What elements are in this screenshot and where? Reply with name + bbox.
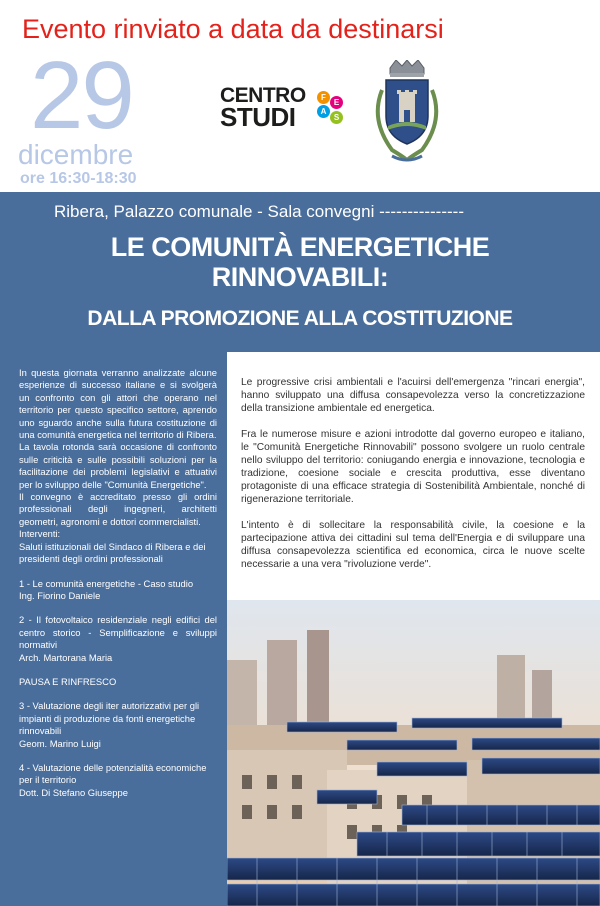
event-location: Ribera, Palazzo comunale - Sala convegni --------------- xyxy=(54,202,464,221)
municipal-crest-icon xyxy=(362,60,452,170)
greetings: Saluti istituzionali del Sindaco di Ribera e dei presidenti degli ordini professionali xyxy=(19,540,206,565)
accreditation-paragraph: Il convegno è accreditato presso gli ordini professionali degli ingegneri, architetti geometri, agronomi e dottori commercialisti. xyxy=(19,491,217,527)
intro-paragraph: In questa giornata verranno analizzate alcune esperienze di successo italiane e si svolgerà un confronto con gli attori che operano nel territorio per questo specifico settore, aprendo uno sguardo anche sulla futura costituzione di una comunità energetica nel territorio di Ribera. xyxy=(19,367,217,441)
logo-petal-a: A xyxy=(317,105,330,118)
logo-petal-e: E xyxy=(330,96,343,109)
event-day: 29 xyxy=(30,42,133,149)
talk-3-title: 3 - Valutazione degli iter autorizzativi per gli impianti di produzione da fonti energetiche rinnovabili xyxy=(19,700,200,737)
talk-4-speaker: Dott. Di Stefano Giuseppe xyxy=(19,786,128,798)
talk-1-title: 1 - Le comunità energetiche - Caso studio xyxy=(19,577,194,589)
logo-petal-f: F xyxy=(317,91,330,104)
description-paragraph-3: L'intento è di sollecitare la responsabilità civile, la coesione e la partecipazione attiva dei cittadini sul tema dell'Energia e di sviluppare una diffusa consapevolezza scientifica ed economica, circa le nuove scelte necessarie a una vera "rivoluzione verde". xyxy=(241,520,585,570)
event-title-line1: LE COMUNITÀ ENERGETICHE xyxy=(110,232,490,262)
event-subtitle: DALLA PROMOZIONE ALLA COSTITUZIONE xyxy=(87,307,513,330)
program-text xyxy=(19,367,217,799)
talk-1-speaker: Ing. Fiorino Daniele xyxy=(19,589,101,601)
interventions-label: Interventi: xyxy=(19,528,61,540)
break-label: PAUSA E RINFRESCO xyxy=(19,675,117,687)
description-paragraph-2: Fra le numerose misure e azioni introdotte dal governo europeo e italiano, le "Comunità Energetiche Rinnovabili" possono svolgere un ruolo centrale nello sviluppo del territorio: coniugando energia e innovazione, tecnologia e tradizione, coesione sociale e crescita produttiva, esse diventano protagoniste di una efficace strategia di Sostenibilità Ambientale, nonché di rigenerazione territoriale. xyxy=(241,429,585,505)
event-month: dicembre xyxy=(18,139,134,170)
solar-rooftops-photo xyxy=(227,600,600,906)
logo-line1: CENTRO xyxy=(220,84,306,107)
talk-2-title: 2 - Il fotovoltaico residenziale negli edifici del centro storico - Semplificazione e sviluppi normativi xyxy=(19,614,217,651)
postponed-banner: Evento rinviato a data da destinarsi xyxy=(22,14,444,44)
event-time: ore 16:30-18:30 xyxy=(20,170,137,187)
talk-3-speaker: Geom. Marino Luigi xyxy=(19,737,101,749)
talk-4-title: 4 - Valutazione delle potenzialità economiche per il territorio xyxy=(19,761,207,786)
event-title-line2: RINNOVABILI: xyxy=(211,262,389,292)
description-text xyxy=(241,376,585,584)
roundtable-paragraph: La tavola rotonda sarà occasione di confronto sulle criticità e sulle possibili soluzioni per la facilitazione dei problemi legislativi e attuativi per lo sviluppo delle "Comunità Energetiche". xyxy=(19,441,217,490)
talk-2-speaker: Arch. Martorana Maria xyxy=(19,651,113,663)
description-paragraph-1: Le progressive crisi ambientali e l'acuirsi dell'emergenza "rincari energia", hanno sviluppato una diffusa consapevolezza verso la concretizzazione della transizione ambientale ed energetica. xyxy=(241,377,585,414)
logo-petal-s: S xyxy=(330,111,343,124)
logo-line2: STUDI xyxy=(220,102,296,132)
centro-studi-logo xyxy=(220,85,350,135)
